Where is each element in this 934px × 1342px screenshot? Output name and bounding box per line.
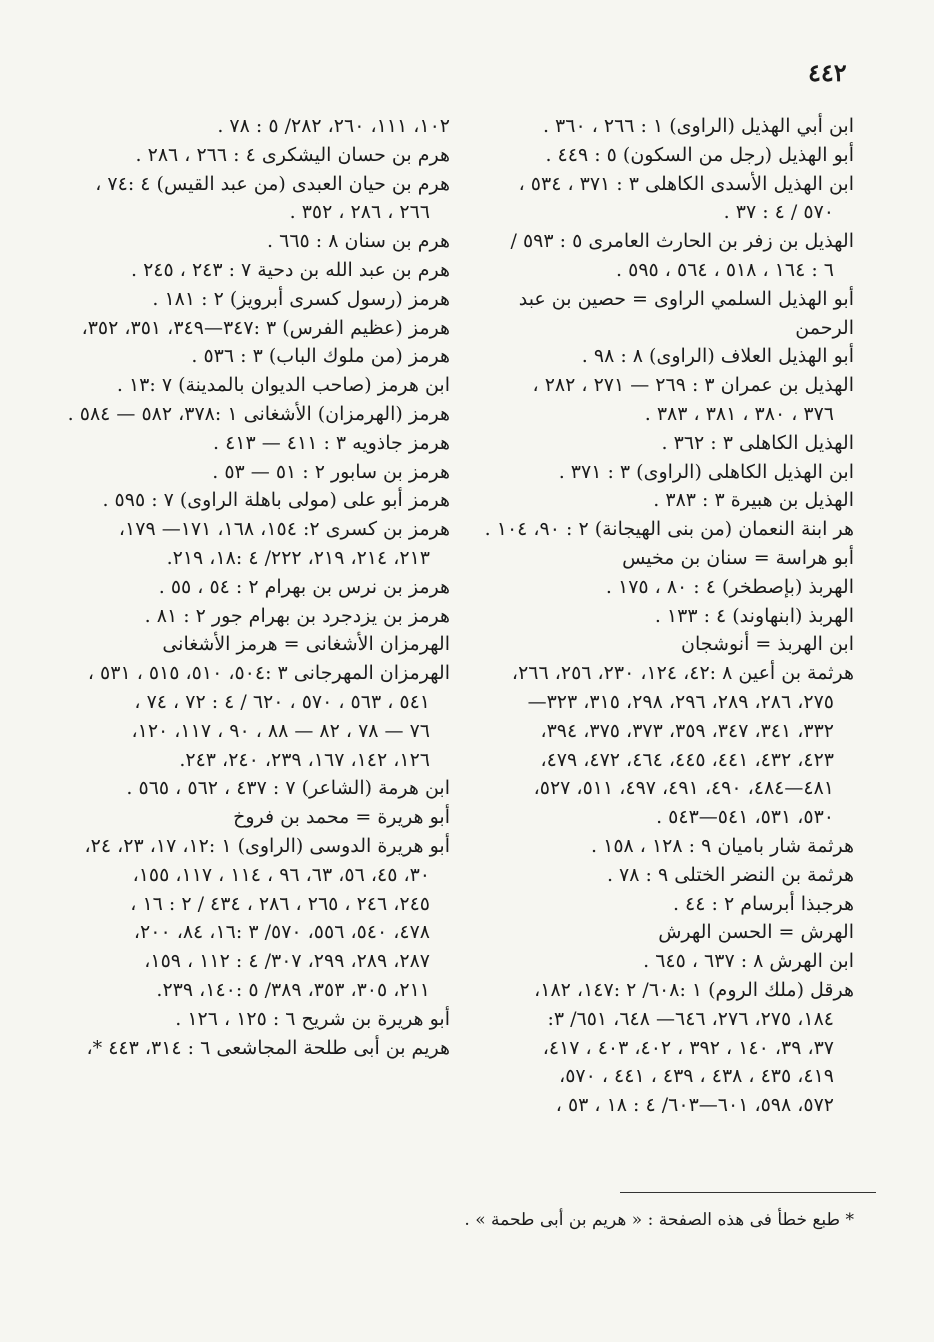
index-entry xyxy=(464,890,854,919)
index-entry xyxy=(54,429,450,458)
entry-headword-line: ابن أبي الهذيل (الراوى) ١ : ٢٦٦ ، ٣٦٠ . xyxy=(542,115,854,137)
entry-continuation-line: ٦ : ١٦٤ ، ٥١٨ ، ٥٦٤ ، ٥٩٥ . xyxy=(616,258,834,281)
index-column-left xyxy=(54,112,450,1062)
index-entry xyxy=(464,285,854,343)
index-column-right xyxy=(464,112,854,1120)
entry-continuation-line: ٣٣٢، ٣٤١، ٣٤٧، ٣٥٩، ٣٧٣، ٣٧٥، ٣٩٤، xyxy=(540,719,834,742)
entry-headword-line: هرم بن حسان اليشكرى ٤ : ٢٦٦ ، ٢٨٦ . xyxy=(135,143,450,166)
entry-headword-line: هرمز جاذويه ٣ : ٤١١ — ٤١٣ . xyxy=(212,431,450,454)
entry-continuation-line: ٢٧٥، ٢٨٦، ٢٨٩، ٢٩٦، ٢٩٨، ٣١٥، ٣٢٣— xyxy=(527,690,834,713)
entry-headword-line: ابن الهرش ٨ : ٦٣٧ ، ٦٤٥ . xyxy=(643,950,854,973)
entry-headword-line: هرمز بن كسرى ٢: ١٥٤، ١٦٨، ١٧١— ١٧٩، xyxy=(118,518,450,541)
index-entry xyxy=(54,803,450,832)
entry-headword-line: الهرش = الحسن الهرش xyxy=(658,921,854,944)
entry-continuation-line: ٥٤١ ، ٥٦٣ ، ٥٧٠ ، ٦٢٠ / ٤ : ٧٢ ، ٧٤ ، xyxy=(134,690,430,713)
index-entry xyxy=(54,141,450,170)
entry-headword-line: الهرمزان المهرجانى ٣ :٥٠٤، ٥١٠، ٥١٥ ، ٥٣١ ، xyxy=(87,662,450,685)
index-entry xyxy=(464,544,854,573)
index-entry xyxy=(464,861,854,890)
entry-headword-line: هريم بن أبى طلحة المجاشعى ٦ : ٣١٤، ٤٤٣ *، xyxy=(86,1036,450,1059)
index-entry xyxy=(54,515,450,573)
entry-headword-line: أبو الهذيل (رجل من السكون) ٥ : ٤٤٩ . xyxy=(545,143,854,166)
entry-headword-line: الهرمزان الأشغانى = هرمز الأشغانى xyxy=(162,633,450,656)
index-entry xyxy=(54,170,450,228)
entry-headword-line: هرمز (من ملوك الباب) ٣ : ٥٣٦ . xyxy=(191,345,450,368)
entry-continuation-line: ٥٣٠، ٥٣١، ٥٤١—٥٤٣ . xyxy=(656,806,834,829)
entry-continuation-line: ٤٧٨، ٥٤٠، ٥٥٦، ٥٧٠/ ٣ :١٦، ٨٤، ٢٠٠، xyxy=(133,921,430,944)
page-number: ٤٤٢ xyxy=(808,58,847,87)
index-entry xyxy=(464,429,854,458)
entry-continuation-line: ٤١٩، ٤٣٥ ، ٤٣٨ ، ٤٣٩ ، ٤٤١ ، ٥٧٠، xyxy=(559,1065,834,1088)
entry-headword-line: أبو الهذيل العلاف (الراوى) ٨ : ٩٨ . xyxy=(581,345,854,368)
index-entry xyxy=(54,659,450,774)
entry-headword-line: هرثمة شار باميان ٩ : ١٢٨ ، ١٥٨ . xyxy=(591,834,854,857)
entry-continuation-line: ٢٨٧، ٢٨٩، ٢٩٩، ٣٠٧/ ٤ : ١١٢ ، ١٥٩، xyxy=(144,950,430,973)
entry-headword-line: ١٠٢، ١١١، ٢٦٠، ٢٨٢/ ٥ : ٧٨ . xyxy=(217,115,450,137)
entry-headword-line: الهذيل بن زفر بن الحارث العامرى ٥ : ٥٩٣ / xyxy=(510,230,854,253)
entry-headword-line: الهربذ (ابنهاوند) ٤ : ١٣٣ . xyxy=(654,604,854,627)
entry-continuation-line: ٢١٣، ٢١٤، ٢١٩، ٢٢٢/ ٤ :١٨، ٢١٩. xyxy=(166,546,430,569)
entry-headword-line: ابن هرمز (صاحب الديوان بالمدينة) ٧ :١٣ . xyxy=(116,374,450,397)
index-entry xyxy=(54,1034,450,1063)
index-entry xyxy=(464,371,854,429)
entry-headword-line: هرمز بن يزدجرد بن بهرام جور ٢ : ٨١ . xyxy=(144,604,450,627)
entry-headword-line: هرمز (رسول كسرى أبرويز) ٢ : ١٨١ . xyxy=(152,287,450,310)
entry-headword-line: الهربذ (بإصطخر) ٤ : ٨٠ ، ١٧٥ . xyxy=(605,575,854,598)
entry-headword-line: هرقل (ملك الروم) ١ :٦٠٨/ ٢ :١٤٧، ١٨٢، xyxy=(534,978,854,1001)
entry-headword-line: ابن الهذيل الكاهلى (الراوى) ٣ : ٣٧١ . xyxy=(558,460,854,483)
index-entry xyxy=(54,458,450,487)
entry-headword-line: هرثمة بن النضر الختلى ٩ : ٧٨ . xyxy=(606,863,854,886)
index-entry xyxy=(54,256,450,285)
entry-headword-line: أبو هريرة بن شريح ٦ : ١٢٥ ، ١٢٦ . xyxy=(175,1007,450,1030)
entry-continuation-line: ٢١١، ٣٠٥، ٣٥٣، ٣٨٩/ ٥ :١٤٠، ٢٣٩. xyxy=(156,978,430,1001)
entry-headword-line: أبو الهذيل السلمي الراوى = حصين بن عبد الرحمن xyxy=(518,287,854,339)
entry-headword-line: هرمز (الهرمزان) الأشغانى ١ :٣٧٨، ٥٨٢ — ٥٨٤ . xyxy=(67,402,450,425)
entry-continuation-line: ١٨٤، ٢٧٥، ٢٧٦، ٦٤٦— ٦٤٨، ٦٥١/ ٣: xyxy=(547,1007,834,1030)
index-entry xyxy=(464,141,854,170)
index-entry xyxy=(464,458,854,487)
entry-headword-line: هرم بن عبد الله بن دحية ٧ : ٢٤٣ ، ٢٤٥ . xyxy=(131,258,450,281)
index-entry xyxy=(464,573,854,602)
entry-continuation-line: ٢٤٥، ٢٤٦ ، ٢٦٥ ، ٢٨٦ ، ٤٣٤ / ٢ : ١٦ ، xyxy=(130,892,430,915)
index-entry xyxy=(54,573,450,602)
index-entry xyxy=(54,314,450,343)
entry-headword-line: أبو هريرة الدوسى (الراوى) ١ :١٢، ١٧، ٢٣، ٢٤، xyxy=(84,834,450,857)
entry-headword-line: الهذيل بن عمران ٣ : ٢٦٩ — ٢٧١ ، ٢٨٢ ، xyxy=(532,374,854,397)
index-entry xyxy=(54,602,450,631)
footnote-divider xyxy=(620,1192,876,1193)
index-entry xyxy=(54,630,450,659)
index-entry xyxy=(464,112,854,141)
index-entry xyxy=(54,1005,450,1034)
entry-headword-line: ابن الهذيل الأسدى الكاهلى ٣ : ٣٧١ ، ٥٣٤ ، xyxy=(518,172,854,195)
index-entry xyxy=(54,371,450,400)
index-entry xyxy=(54,112,450,141)
index-entry xyxy=(54,832,450,1005)
entry-headword-line: هرم بن حيان العبدى (من عبد القيس) ٤ :٧٤ ، xyxy=(95,172,450,195)
entry-continuation-line: ١٢٦، ١٤٢، ١٦٧، ٢٣٩، ٢٤٠، ٢٤٣. xyxy=(179,748,430,771)
index-entry xyxy=(464,602,854,631)
index-entry xyxy=(464,170,854,228)
index-entry xyxy=(54,400,450,429)
index-entry xyxy=(54,285,450,314)
index-entry xyxy=(54,227,450,256)
index-entry xyxy=(464,947,854,976)
entry-headword-line: هر ابنة النعمان (من بنى الهيجانة) ٢ : ٩٠، ١٠٤ . xyxy=(484,518,854,541)
entry-headword-line: هرثمة بن أعين ٨ :٤٢، ١٢٤، ٢٣٠، ٢٥٦، ٢٦٦، xyxy=(511,662,854,685)
entry-continuation-line: ٥٧٢، ٥٩٨، ٦٠١—٦٠٣/ ٤ : ١٨ ، ٥٣ ، xyxy=(555,1094,834,1117)
entry-continuation-line: ٣٧٦ ، ٣٨٠ ، ٣٨١ ، ٣٨٣ . xyxy=(644,402,834,425)
entry-continuation-line: ٣٠، ٤٥، ٥٦، ٦٣، ٩٦ ، ١١٤ ، ١١٧، ١٥٥، xyxy=(132,863,430,886)
index-entry xyxy=(54,486,450,515)
index-entry xyxy=(464,630,854,659)
entry-headword-line: هرمز أبو على (مولى باهلة الراوى) ٧ : ٥٩٥ . xyxy=(102,489,450,512)
entry-headword-line: الهذيل بن هبيرة ٣ : ٣٨٣ . xyxy=(653,489,854,512)
index-entry xyxy=(464,486,854,515)
index-entry xyxy=(464,659,854,832)
index-entry xyxy=(54,774,450,803)
index-entry xyxy=(464,918,854,947)
entry-continuation-line: ٤٨١—٤٨٤، ٤٩٠، ٤٩١، ٤٩٧، ٥١١، ٥٢٧، xyxy=(533,777,834,800)
index-entry xyxy=(464,832,854,861)
entry-headword-line: هرجبذا أبرسام ٢ : ٤٤ . xyxy=(672,892,854,915)
footnote: * طبع خطأ فى هذه الصفحة : « هريم بن أبى طحمة » . xyxy=(464,1210,854,1230)
entry-continuation-line: ٣٧، ٣٩، ١٤٠ ، ٣٩٢ ، ٤٠٢، ٤٠٣ ، ٤١٧، xyxy=(542,1036,834,1059)
index-entry xyxy=(54,342,450,371)
index-entry xyxy=(464,227,854,285)
entry-headword-line: أبو هريرة = محمد بن فروخ xyxy=(233,806,450,829)
entry-continuation-line: ٥٧٠ / ٤ : ٣٧ . xyxy=(723,201,834,224)
index-entry xyxy=(464,342,854,371)
index-entry xyxy=(464,976,854,1120)
entry-headword-line: ابن الهربذ = أنوشجان xyxy=(681,633,854,656)
entry-headword-line: أبو هراسة = سنان بن مخيس xyxy=(622,546,854,569)
index-entry xyxy=(464,515,854,544)
entry-headword-line: هرمز بن سابور ٢ : ٥١ — ٥٣ . xyxy=(212,460,450,483)
entry-continuation-line: ٢٦٦ ، ٢٨٦ ، ٣٥٢ . xyxy=(289,201,430,224)
entry-continuation-line: ٤٢٣، ٤٣٢، ٤٤١، ٤٤٥، ٤٦٤، ٤٧٢، ٤٧٩، xyxy=(540,748,834,771)
entry-headword-line: هرم بن سنان ٨ : ٦٦٥ . xyxy=(267,230,450,253)
entry-headword-line: ابن هرمة (الشاعر) ٧ : ٤٣٧ ، ٥٦٢ ، ٥٦٥ . xyxy=(126,777,450,800)
entry-headword-line: هرمز بن نرس بن بهرام ٢ : ٥٤ ، ٥٥ . xyxy=(158,575,450,598)
entry-headword-line: هرمز (عظيم الفرس) ٣ :٣٤٧—٣٤٩، ٣٥١، ٣٥٢، xyxy=(81,316,450,339)
entry-headword-line: الهذيل الكاهلى ٣ : ٣٦٢ . xyxy=(661,431,854,454)
entry-continuation-line: ٧٦ — ٧٨ ، ٨٢ — ٨٨ ، ٩٠ ، ١١٧، ١٢٠، xyxy=(131,719,430,742)
